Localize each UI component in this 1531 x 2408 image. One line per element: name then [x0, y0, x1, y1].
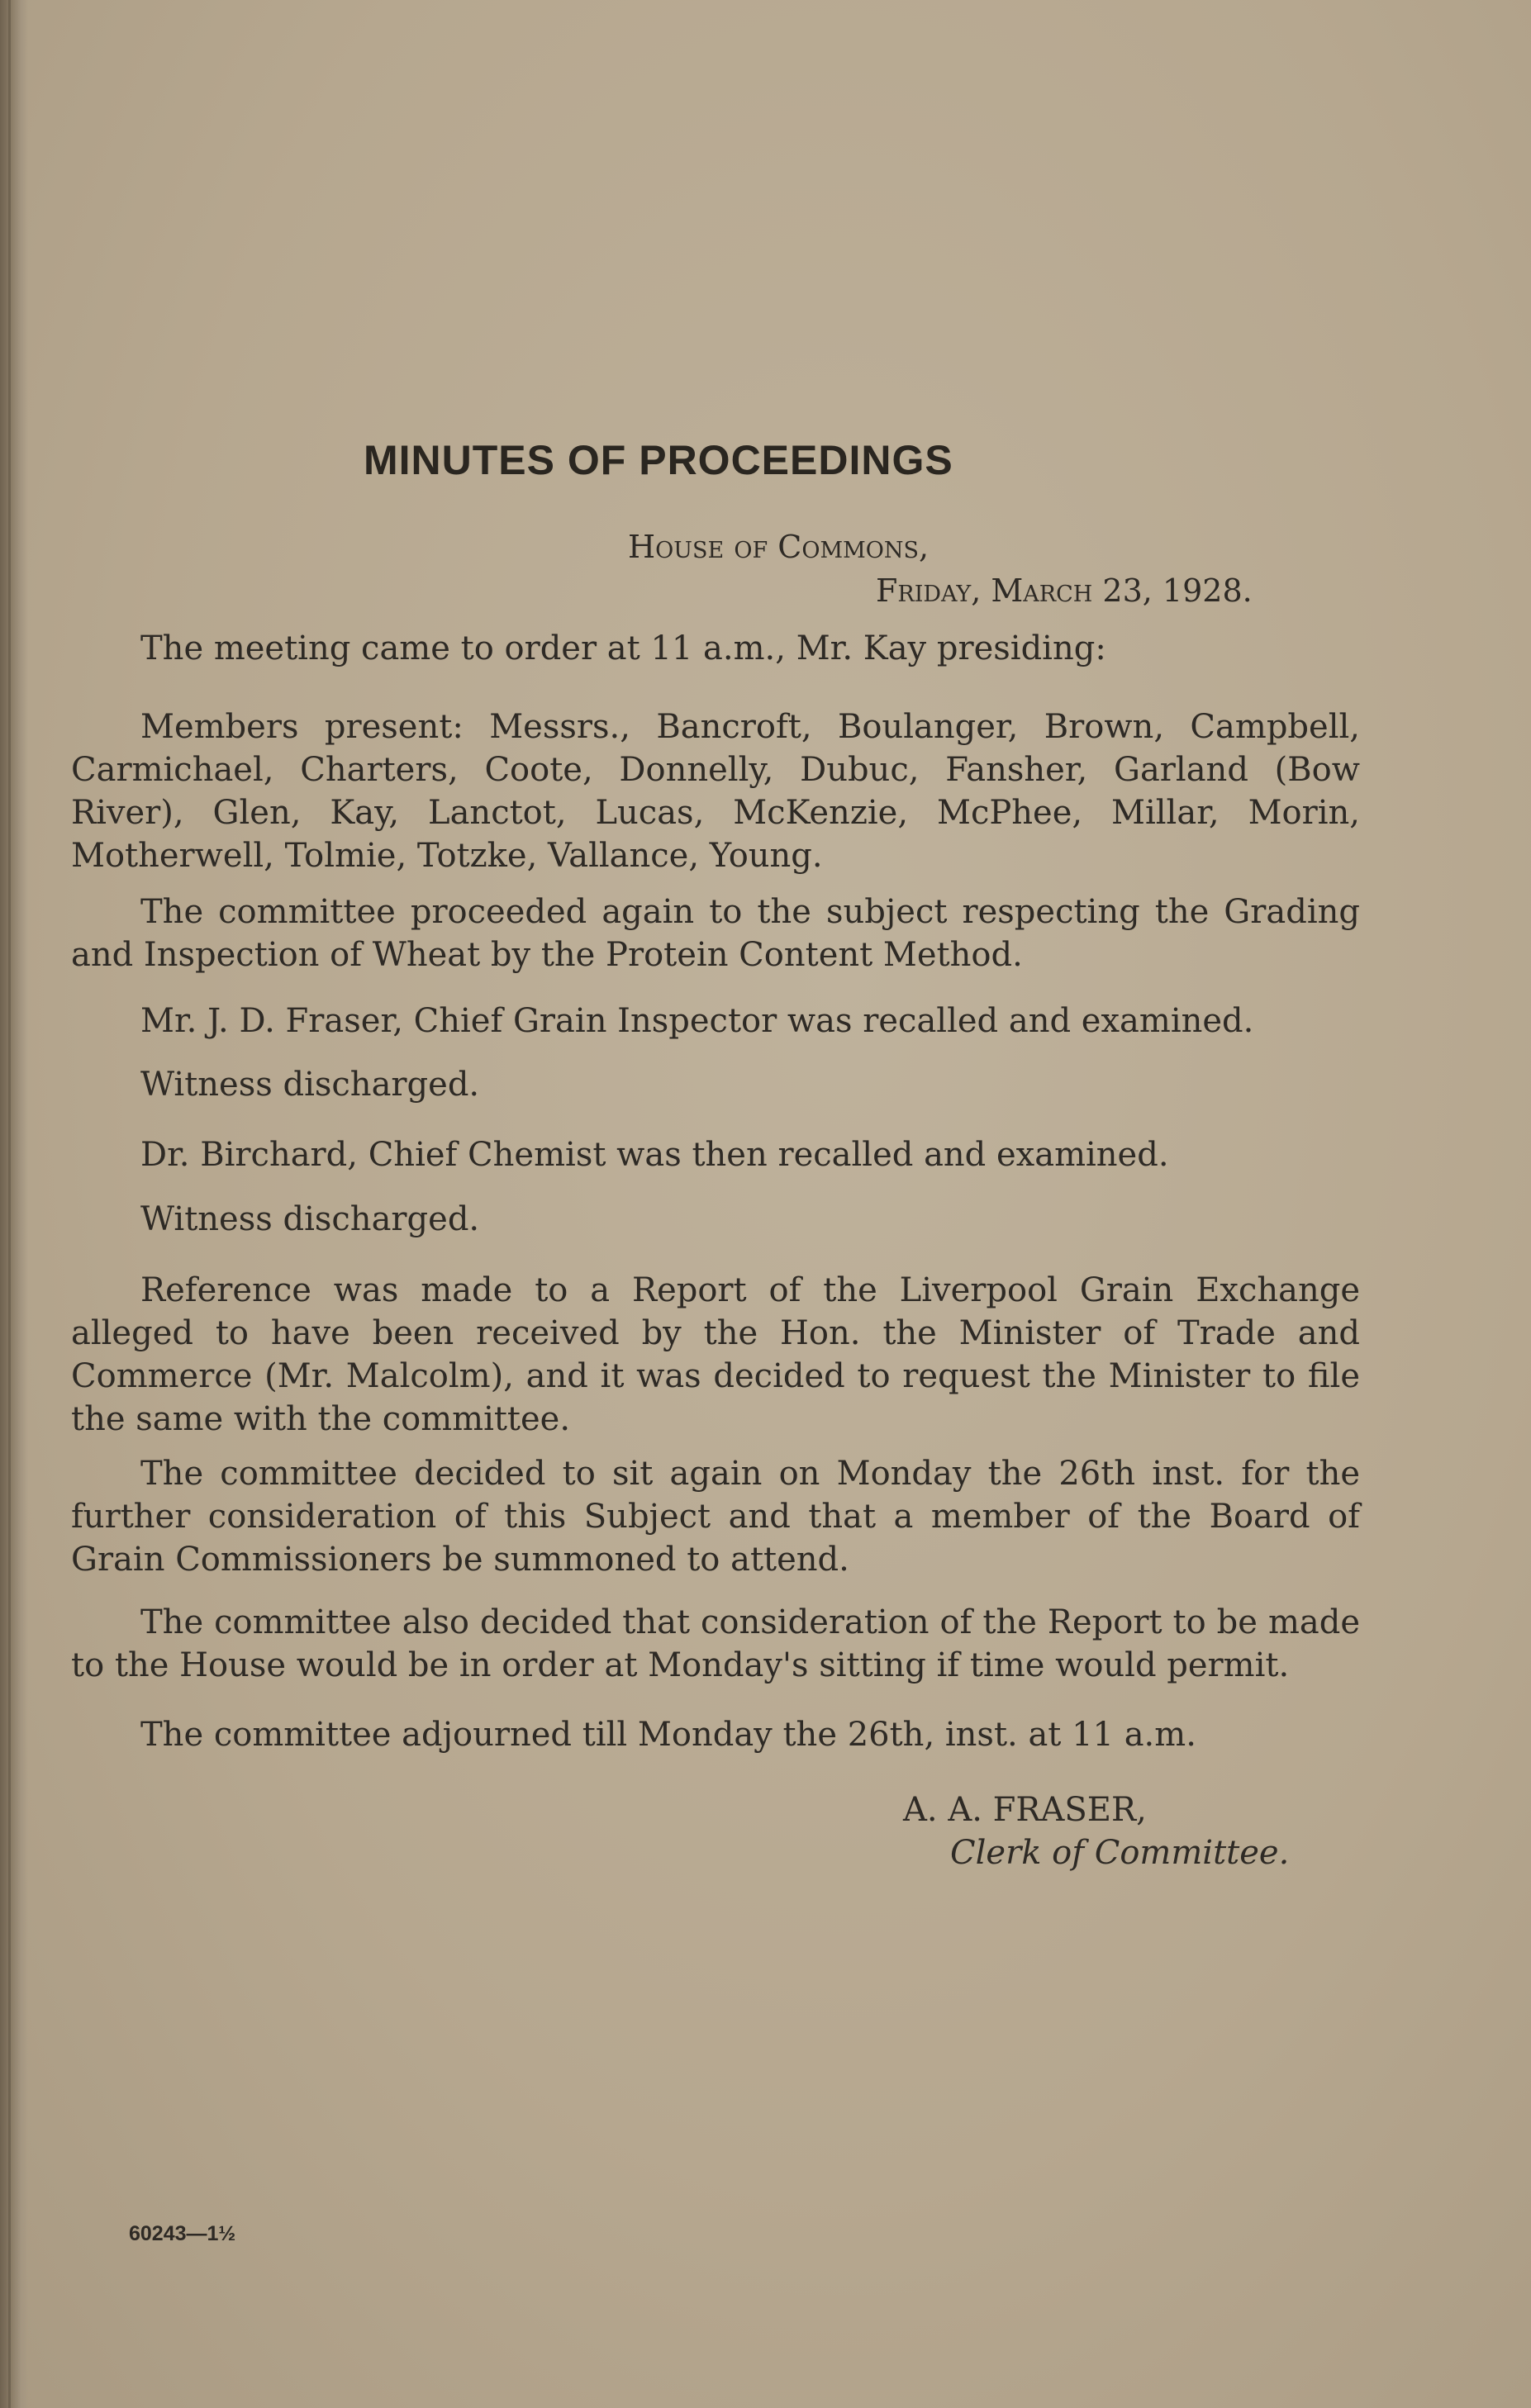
paragraph-meeting-order: The meeting came to order at 11 a.m., Mr. Kay presiding:: [140, 629, 1106, 667]
date-line: Friday, March 23, 1928.: [876, 572, 1253, 609]
paragraph-liverpool-report: Reference was made to a Report of the Liverpool Grain Exchange alleged to have been received by the Hon. the Minister of Trade and Commerce (Mr. Malcolm), and it was decided to request the Minister to file the same with the committee.: [71, 1271, 1360, 1438]
binding-spine: [0, 0, 28, 2408]
signature-title: Clerk of Committee.: [950, 1834, 1290, 1872]
paragraph-subject: The committee proceeded again to the subject respecting the Grading and Inspection of Wheat by the Protein Content Method.: [71, 893, 1360, 974]
paragraph-fraser-examined: Mr. J. D. Fraser, Chief Grain Inspector was recalled and examined.: [140, 1002, 1254, 1040]
page-title: MINUTES OF PROCEEDINGS: [364, 437, 953, 483]
paragraph-members-present: Members present: Messrs., Bancroft, Boulanger, Brown, Campbell, Carmichael, Charters, Coote, Donnelly, Dubuc, Fansher, Garland (Bow River), Glen, Kay, Lanctot, Lucas, McKenzie, McPhee, Millar, Morin, Motherwell, Tolmie, Totzke, Vallance, Young.: [71, 708, 1360, 875]
paragraph-sit-again: The committee decided to sit again on Monday the 26th inst. for the further consideration of this Subject and that a member of the Board of Grain Commissioners be summoned to attend.: [71, 1455, 1360, 1579]
house-heading: House of Commons,: [628, 529, 930, 565]
paragraph-adjourned: The committee adjourned till Monday the 26th, inst. at 11 a.m.: [140, 1716, 1196, 1754]
paragraph-witness-discharged-2: Witness discharged.: [140, 1200, 480, 1238]
signature-name: A. A. FRASER,: [903, 1791, 1147, 1829]
binding-edge: [8, 0, 11, 2408]
paragraph-witness-discharged-1: Witness discharged.: [140, 1066, 480, 1104]
footer-printer-code: 60243—1½: [129, 2222, 236, 2245]
paragraph-birchard-examined: Dr. Birchard, Chief Chemist was then recalled and examined.: [140, 1136, 1169, 1174]
paragraph-report-consideration: The committee also decided that consideration of the Report to be made to the House would be in order at Monday's sitting if time would permit.: [71, 1603, 1360, 1684]
